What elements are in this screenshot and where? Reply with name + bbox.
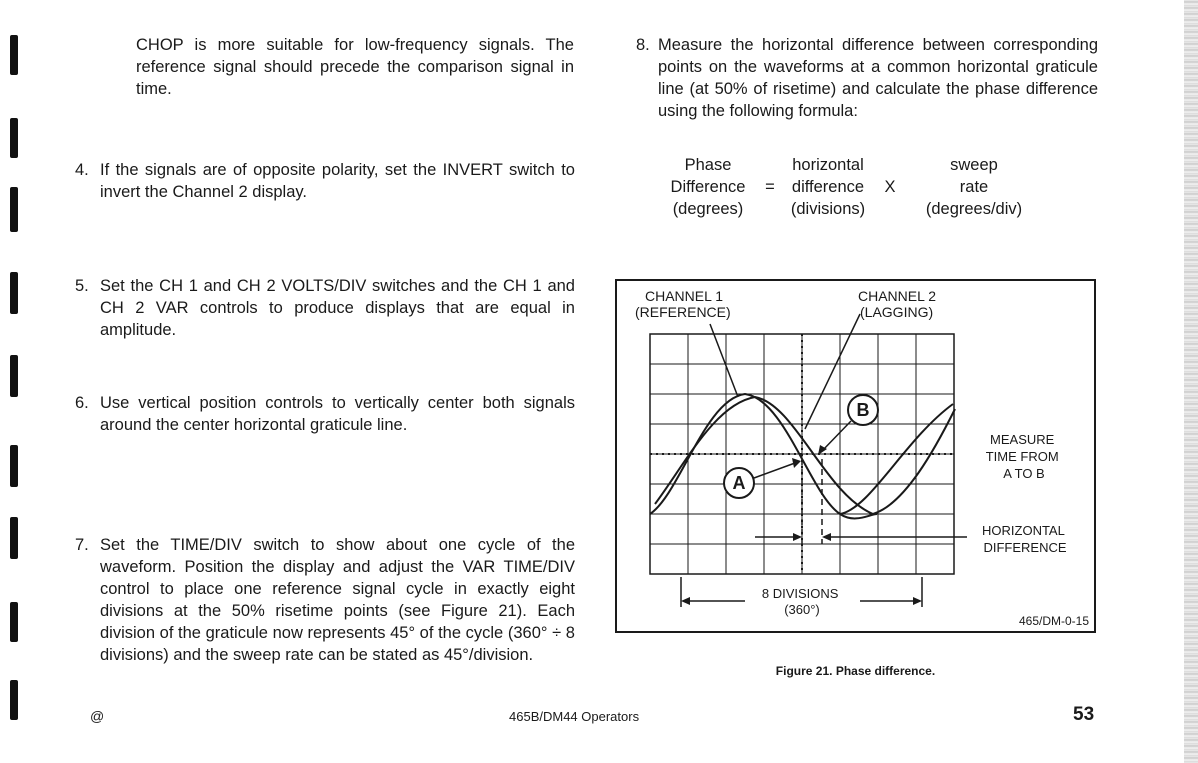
step-5 [75,275,575,341]
point-b-label: B [856,400,870,420]
chop-note: CHOP is more suitable for low-frequency signals. The reference signal should precede the comparison signal in time. [136,36,574,98]
binder-mark [10,118,18,158]
step-6 [75,392,575,436]
footer-left-mark: @ [90,708,105,724]
formula-line: Phase [684,156,732,174]
step-4 [75,159,575,203]
step-number: 6. [75,394,89,412]
formula-line: rate [959,178,989,196]
formula-line: horizontal [792,156,864,174]
horizontal-difference-label: HORIZONTAL DIFFERENCE [982,523,1067,555]
formula-line: Difference [670,178,746,196]
step-text: Measure the horizontal difference between corresponding points on the waveforms at a common horizontal graticule line (at 50% of risetime) and calculate the phase difference using the following formula: [658,36,1098,120]
formula-term-horizontal-difference [778,154,878,220]
binder-mark [10,602,18,642]
binder-mark [10,445,18,487]
step-number: 5. [75,277,89,295]
binder-mark [10,517,18,559]
formula-line: sweep [950,156,998,174]
figure-caption: Figure 21. Phase difference. [775,664,936,678]
formula-equals: = [765,178,775,196]
formula-line: (degrees/div) [925,200,1023,218]
measure-label: MEASURE TIME FROM A TO B [985,432,1059,481]
footer-manual-title: 465B/DM44 Operators [509,709,640,724]
divisions-label: 8 DIVISIONS (360°) [761,586,839,617]
phase-difference-figure [615,279,1096,633]
step-8 [636,34,1098,122]
step-number: 4. [75,161,89,179]
step-text: Set the TIME/DIV switch to show about one cycle of the waveform. Position the display and adjust the VAR TIME/DIV control to place one reference signal cycle in exactly eight divisions at the 50% risetime points (see Figure 21). Each division of the graticule now represents 45° of the cycle (360° ÷ 8 divisions) and the sweep rate can be stated as 45°/division. [100,536,575,664]
step-number: 7. [75,536,89,554]
binder-mark [10,187,18,232]
binder-mark [10,35,18,75]
step-text: Set the CH 1 and CH 2 VOLTS/DIV switches and the CH 1 and CH 2 VAR controls to produce displays that are equal in amplitude. [100,277,575,339]
page-edge-texture [1184,0,1198,763]
point-a-label: A [732,473,746,493]
formula-times: X [884,178,896,196]
step-7 [75,534,575,666]
step-text: Use vertical position controls to vertically center both signals around the center horizontal graticule line. [100,394,575,434]
formula-line: (degrees) [672,200,744,218]
formula-term-phase-difference [658,154,758,220]
page-number: 53 [1073,704,1095,725]
figure-id: 465/DM-0-15 [1018,614,1089,628]
formula-line: difference [791,178,865,196]
phase-formula [636,154,1096,224]
binder-mark [10,272,18,314]
formula-term-sweep-rate [914,154,1034,220]
step-text: If the signals are of opposite polarity, set the INVERT switch to invert the Channel 2 display. [100,161,575,201]
step-number: 8. [636,36,650,54]
binder-mark [10,355,18,397]
channel-2-label: CHANNEL 2 (LAGGING) [858,288,937,320]
formula-line: (divisions) [790,200,866,218]
channel-1-label: CHANNEL 1 (REFERENCE) [635,288,731,320]
binder-mark [10,680,18,720]
